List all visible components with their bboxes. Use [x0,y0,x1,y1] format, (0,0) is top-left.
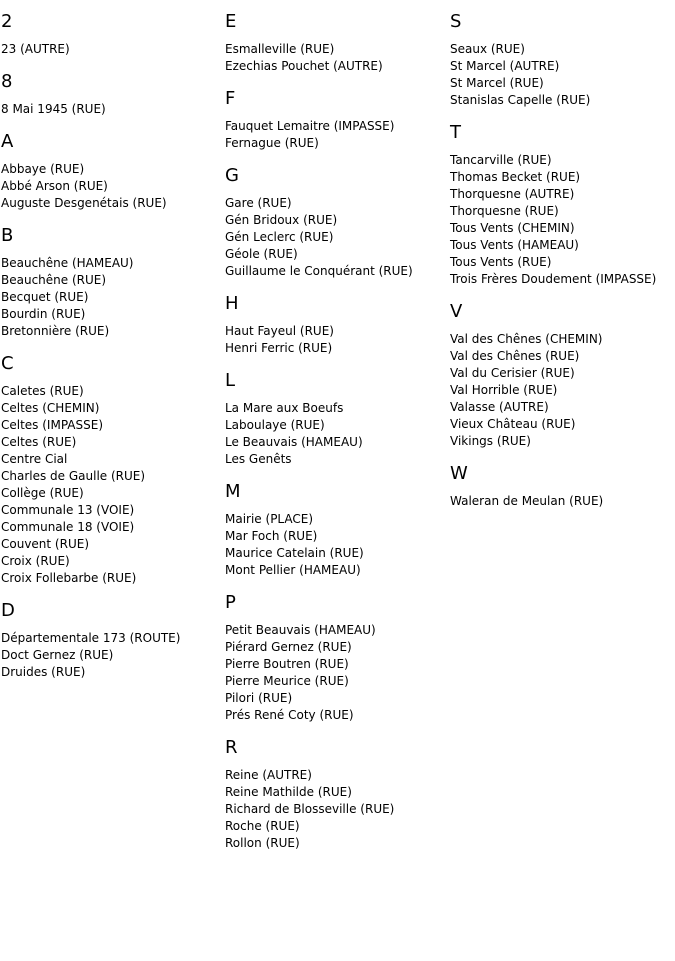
street-list [225,118,450,152]
street-entry[interactable]: Becquet (RUE) [1,290,89,304]
letter-section [1,71,226,118]
street-entry[interactable]: St Marcel (AUTRE) [450,59,560,73]
street-list [450,493,675,510]
street-entry[interactable]: Pierre Boutren (RUE) [225,657,349,671]
street-entry[interactable]: Gén Bridoux (RUE) [225,213,338,227]
letter-section [1,353,226,587]
street-entry[interactable]: Tous Vents (RUE) [450,255,552,269]
street-entry[interactable]: Communale 13 (VOIE) [1,503,135,517]
index-column [450,11,675,523]
street-entry[interactable]: Val Horrible (RUE) [450,383,558,397]
street-entry[interactable]: Tous Vents (CHEMIN) [450,221,575,235]
letter-section [225,88,450,152]
section-letter-heading: R [225,737,238,758]
index-column [225,11,450,865]
street-list [225,511,450,579]
letter-section [1,600,226,681]
street-entry[interactable]: Celtes (CHEMIN) [1,401,100,415]
street-entry[interactable]: Seaux (RUE) [450,42,525,56]
street-entry[interactable]: Prés René Coty (RUE) [225,708,354,722]
street-entry[interactable]: Mont Pellier (HAMEAU) [225,563,361,577]
street-entry[interactable]: Abbaye (RUE) [1,162,85,176]
street-entry[interactable]: Esmalleville (RUE) [225,42,335,56]
street-entry[interactable]: Croix Follebarbe (RUE) [1,571,137,585]
street-entry[interactable]: Caletes (RUE) [1,384,84,398]
street-entry[interactable]: Beauchêne (HAMEAU) [1,256,134,270]
street-list [1,255,226,340]
letter-section [450,11,675,109]
letter-section [450,122,675,288]
section-letter-heading: V [450,301,463,322]
section-letter-heading: F [225,88,236,109]
street-entry[interactable]: Mairie (PLACE) [225,512,314,526]
street-entry[interactable]: Doct Gernez (RUE) [1,648,114,662]
street-entry[interactable]: Ezechias Pouchet (AUTRE) [225,59,383,73]
index-column [1,11,226,694]
section-letter-heading: C [1,353,14,374]
street-entry[interactable]: Vikings (RUE) [450,434,531,448]
street-entry[interactable]: Stanislas Capelle (RUE) [450,93,591,107]
street-list [225,41,450,75]
street-entry[interactable]: La Mare aux Boeufs [225,401,344,415]
street-entry[interactable]: Haut Fayeul (RUE) [225,324,334,338]
section-letter-heading: 2 [1,11,13,32]
street-entry[interactable]: Reine (AUTRE) [225,768,312,782]
street-entry[interactable]: Croix (RUE) [1,554,70,568]
street-entry[interactable]: Rollon (RUE) [225,836,300,850]
street-entry[interactable]: Gare (RUE) [225,196,292,210]
street-list [225,767,450,852]
street-entry[interactable]: Maurice Catelain (RUE) [225,546,364,560]
section-letter-heading: 8 [1,71,13,92]
letter-section [450,301,675,450]
letter-section [225,592,450,724]
street-entry[interactable]: Gén Leclerc (RUE) [225,230,334,244]
street-entry[interactable]: Beauchêne (RUE) [1,273,107,287]
street-list [1,161,226,212]
street-entry[interactable]: Départementale 173 (ROUTE) [1,631,181,645]
street-entry[interactable]: Celtes (IMPASSE) [1,418,103,432]
street-entry[interactable]: Druides (RUE) [1,665,86,679]
section-letter-heading: L [225,370,236,391]
street-entry[interactable]: 23 (AUTRE) [1,42,70,56]
street-entry[interactable]: Pilori (RUE) [225,691,293,705]
street-entry[interactable]: Valasse (AUTRE) [450,400,549,414]
street-list [1,101,226,118]
street-entry[interactable]: Géole (RUE) [225,247,298,261]
street-entry[interactable]: Bourdin (RUE) [1,307,86,321]
street-entry[interactable]: St Marcel (RUE) [450,76,544,90]
street-entry[interactable]: Val des Chênes (CHEMIN) [450,332,603,346]
street-entry[interactable]: Bretonnière (RUE) [1,324,110,338]
letter-section [225,165,450,280]
street-entry[interactable]: Charles de Gaulle (RUE) [1,469,146,483]
street-entry[interactable]: Henri Ferric (RUE) [225,341,333,355]
street-entry[interactable]: Les Genêts [225,452,292,466]
street-list [225,195,450,280]
street-entry[interactable]: Richard de Blosseville (RUE) [225,802,395,816]
street-entry[interactable]: 8 Mai 1945 (RUE) [1,102,106,116]
street-entry[interactable]: Le Beauvais (HAMEAU) [225,435,363,449]
section-letter-heading: B [1,225,14,246]
street-entry[interactable]: Waleran de Meulan (RUE) [450,494,604,508]
street-entry[interactable]: Roche (RUE) [225,819,300,833]
street-entry[interactable]: Mar Foch (RUE) [225,529,318,543]
street-entry[interactable]: Thomas Becket (RUE) [450,170,581,184]
street-entry[interactable]: Tancarville (RUE) [450,153,552,167]
street-entry[interactable]: Pierre Meurice (RUE) [225,674,349,688]
street-entry[interactable]: Thorquesne (RUE) [450,204,559,218]
street-list [1,630,226,681]
section-letter-heading: E [225,11,237,32]
street-list [225,622,450,724]
street-entry[interactable]: Celtes (RUE) [1,435,77,449]
letter-section [225,11,450,75]
street-entry[interactable]: Communale 18 (VOIE) [1,520,135,534]
street-entry[interactable]: Val des Chênes (RUE) [450,349,580,363]
section-letter-heading: W [450,463,468,484]
letter-section [225,737,450,852]
letter-section [1,131,226,212]
street-entry[interactable]: Fernague (RUE) [225,136,319,150]
street-entry[interactable]: Abbé Arson (RUE) [1,179,108,193]
section-letter-heading: A [1,131,14,152]
street-list [450,152,675,288]
street-entry[interactable]: Trois Frères Doudement (IMPASSE) [450,272,657,286]
street-entry[interactable]: Thorquesne (AUTRE) [450,187,575,201]
letter-section [225,370,450,468]
street-list [1,383,226,587]
street-list [1,41,226,58]
street-list [450,331,675,450]
street-entry[interactable]: Vieux Château (RUE) [450,417,576,431]
street-entry[interactable]: Laboulaye (RUE) [225,418,325,432]
street-entry[interactable]: Reine Mathilde (RUE) [225,785,352,799]
section-letter-heading: P [225,592,236,613]
street-entry[interactable]: Val du Cerisier (RUE) [450,366,575,380]
letter-section [1,225,226,340]
letter-section [225,481,450,579]
street-entry[interactable]: Fauquet Lemaitre (IMPASSE) [225,119,395,133]
section-letter-heading: G [225,165,239,186]
street-entry[interactable]: Collège (RUE) [1,486,84,500]
letter-section [225,293,450,357]
street-entry[interactable]: Guillaume le Conquérant (RUE) [225,264,413,278]
section-letter-heading: M [225,481,241,502]
section-letter-heading: T [450,122,461,143]
letter-section [1,11,226,58]
letter-section [450,463,675,510]
section-letter-heading: D [1,600,15,621]
street-list [225,323,450,357]
section-letter-heading: S [450,11,462,32]
street-entry[interactable]: Petit Beauvais (HAMEAU) [225,623,376,637]
street-entry[interactable]: Piérard Gernez (RUE) [225,640,352,654]
street-entry[interactable]: Couvent (RUE) [1,537,90,551]
street-list [225,400,450,468]
section-letter-heading: H [225,293,239,314]
street-entry[interactable]: Auguste Desgenétais (RUE) [1,196,167,210]
street-list [450,41,675,109]
street-entry[interactable]: Centre Cial [1,452,68,466]
street-entry[interactable]: Tous Vents (HAMEAU) [450,238,579,252]
